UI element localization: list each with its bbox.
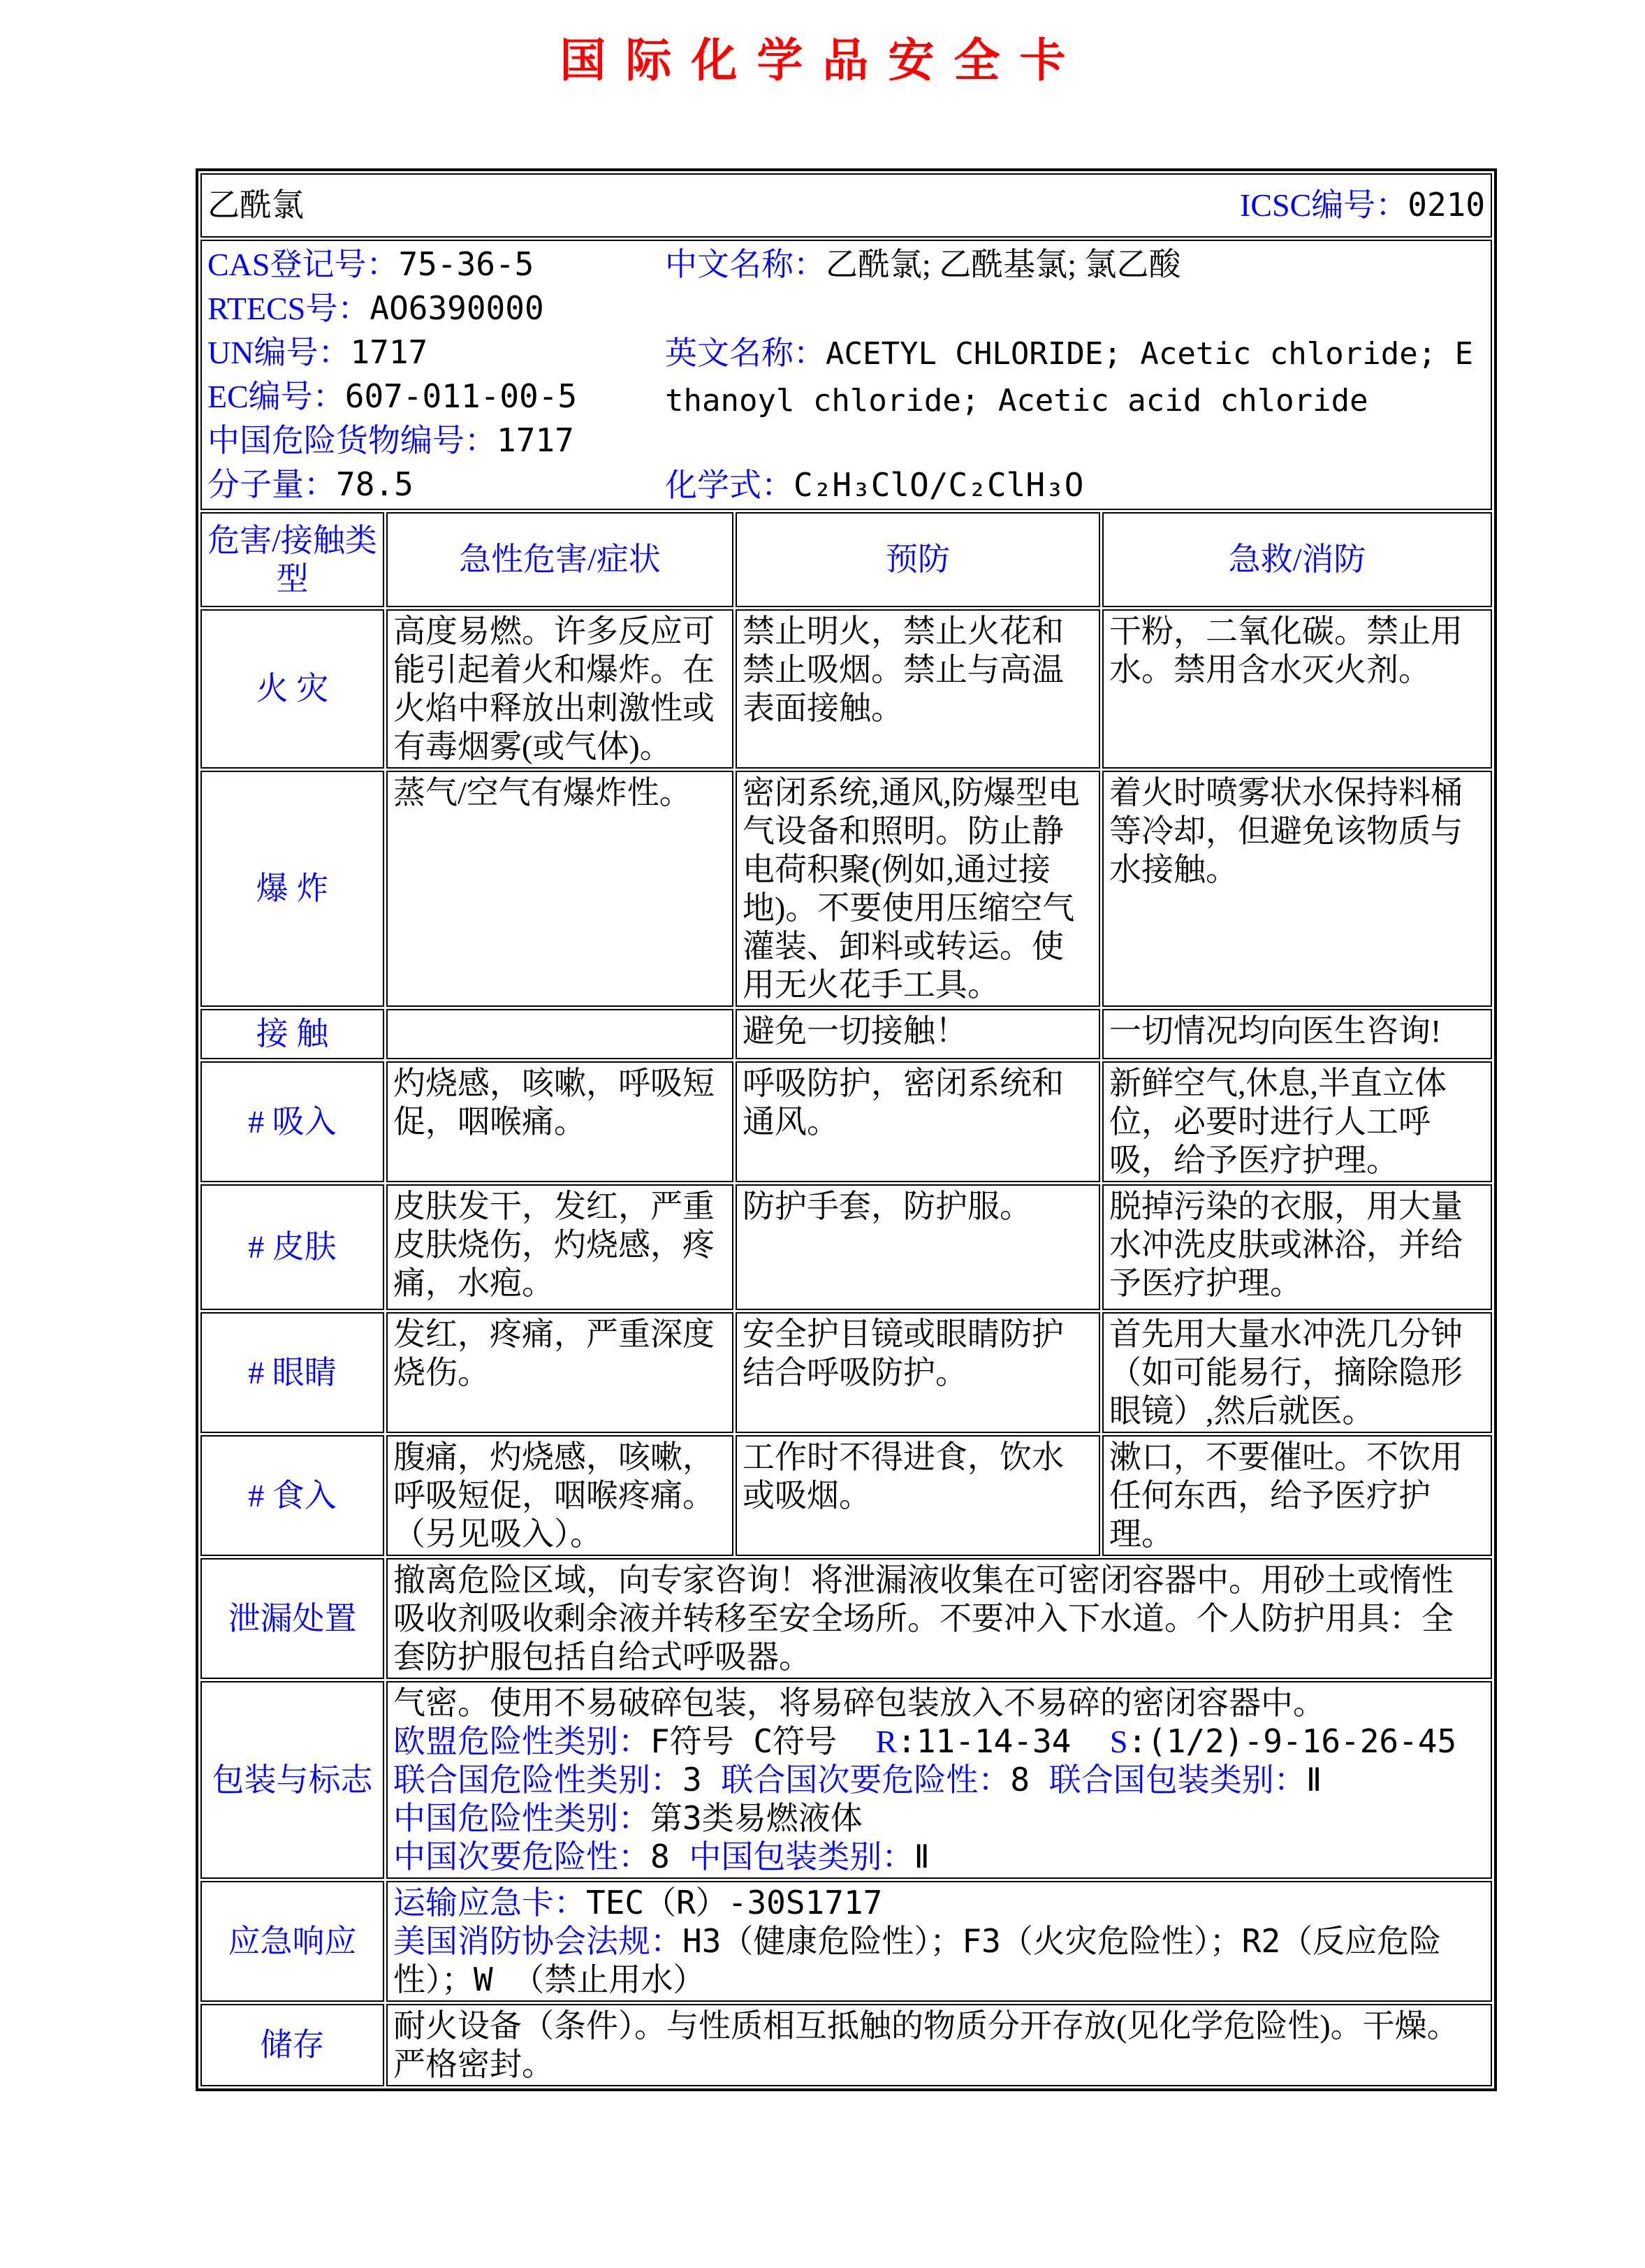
- text-segment: R: [875, 1723, 898, 1759]
- contact-prevention: 避免一切接触！: [736, 1009, 1100, 1059]
- text-segment: 联合国次要危险性：: [721, 1761, 1011, 1798]
- ec-number-line: EC编号：607-011-00-5: [207, 377, 578, 415]
- header-acute-symptoms: 急性危害/症状: [386, 512, 733, 607]
- text-segment: 联合国包装类别：: [1048, 1761, 1306, 1798]
- substance-names: [665, 242, 1485, 507]
- text-segment: Ⅱ: [914, 1837, 930, 1875]
- ingestion-prevention: 工作时不得进食，饮水或吸烟。: [736, 1435, 1100, 1556]
- packaging-labelling-content: [386, 1681, 1492, 1879]
- icsc-number-label: ICSC编号：: [1240, 187, 1408, 224]
- packaging-line-un-class: [393, 1761, 1485, 1799]
- text-segment: H3（健康危险性）；F3（火灾危险性）；R2（反应危险性）；W （禁止用水）: [393, 1921, 1442, 1998]
- packaging-line-airtight: [393, 1684, 1485, 1722]
- text-segment: 中国危险性类别：: [393, 1800, 650, 1836]
- china-dg-number-line: 中国危险货物编号：1717: [207, 421, 574, 459]
- text-segment: 中国包装类别：: [689, 1838, 914, 1875]
- explosion-aid: 着火时喷雾状水保持料桶等冷却，但避免该物质与水接触。: [1102, 771, 1492, 1007]
- packaging-labelling-label: 包装与标志: [200, 1681, 384, 1879]
- text-segment: F符号 C符号: [650, 1722, 876, 1760]
- header-hazard-type: 危害/接触类型: [200, 512, 384, 607]
- substance-header-cell: [200, 173, 1492, 238]
- explosion-label: 爆 炸: [200, 771, 384, 1007]
- ingestion-symptoms: 腹痛，灼烧感，咳嗽，呼吸短促，咽喉疼痛。（另见吸入）。: [386, 1435, 733, 1556]
- hazard-table-header-row: [200, 512, 1492, 607]
- fire-symptoms: 高度易燃。许多反应可能引起着火和爆炸。在火焰中释放出刺激性或有毒烟雾(或气体)。: [386, 609, 733, 769]
- spill-disposal-text: 撤离危险区域，向专家咨询！将泄漏液收集在可密闭容器中。用砂土或惰性吸收剂吸收剩余液并转移至安全场所。不要冲入下水道。个人防护用具：全套防护服包括自给式呼吸器。: [386, 1558, 1492, 1679]
- inhalation-symptoms: 灼烧感，咳嗽，呼吸短促，咽喉痛。: [386, 1061, 733, 1182]
- text-segment: 联合国危险性类别：: [393, 1761, 682, 1798]
- contact-row: [200, 1009, 1492, 1059]
- explosion-prevention: 密闭系统,通风,防爆型电气设备和照明。防止静电荷积聚(例如,通过接地)。不要使用压缩空气灌装、卸料或转运。使用无火花手工具。: [736, 771, 1100, 1007]
- emergency-response-content: [386, 1881, 1492, 2002]
- skin-row: [200, 1184, 1492, 1310]
- storage-text: 耐火设备（条件）。与性质相互抵触的物质分开存放(见化学危险性)。干燥。严格密封。: [386, 2004, 1492, 2086]
- inhalation-label: # 吸入: [200, 1061, 384, 1182]
- emergency-line-nfpa: [393, 1922, 1485, 1999]
- text-segment: 中国次要危险性：: [393, 1838, 650, 1875]
- spill-disposal-label: 泄漏处置: [200, 1558, 384, 1679]
- skin-label: # 皮肤: [200, 1184, 384, 1310]
- inhalation-row: [200, 1061, 1492, 1182]
- text-segment: Ⅱ: [1306, 1760, 1322, 1798]
- text-segment: 气密。使用不易破碎包装，将易碎包装放入不易碎的密闭容器中。: [393, 1683, 1325, 1722]
- packaging-line-china-subclass: [393, 1838, 1485, 1876]
- packaging-labelling-row: [200, 1681, 1492, 1879]
- text-segment: 第3类易燃液体: [650, 1798, 863, 1837]
- ingestion-aid: 漱口，不要催吐。不饮用任何东西，给予医疗护理。: [1102, 1435, 1492, 1556]
- contact-label: 接 触: [200, 1009, 384, 1059]
- cas-number-line: CAS登记号：75-36-5: [207, 245, 534, 283]
- explosion-row: [200, 771, 1492, 1007]
- text-segment: 8: [1010, 1760, 1049, 1798]
- text-segment: :(1/2)-9-16-26-45: [1127, 1722, 1457, 1760]
- fire-prevention: 禁止明火，禁止火花和禁止吸烟。禁止与高温表面接触。: [736, 609, 1100, 769]
- inhalation-aid: 新鲜空气,休息,半直立体位，必要时进行人工呼吸，给予医疗护理。: [1102, 1061, 1492, 1182]
- text-segment: 运输应急卡：: [393, 1884, 586, 1921]
- registry-numbers: [207, 242, 665, 507]
- ingestion-label: # 食入: [200, 1435, 384, 1556]
- text-segment: 8: [650, 1837, 689, 1875]
- icsc-card-table: [196, 168, 1497, 2091]
- english-name-line: 英文名称：ACETYL CHLORIDE; Acetic chloride; Ethanoyl chloride; Acetic acid chloride: [665, 335, 1474, 419]
- eyes-prevention: 安全护目镜或眼睛防护结合呼吸防护。: [736, 1312, 1100, 1433]
- text-segment: 3: [682, 1760, 722, 1798]
- skin-symptoms: 皮肤发干，发红，严重皮肤烧伤，灼烧感，疼痛，水疱。: [386, 1184, 733, 1310]
- text-segment: S: [1109, 1723, 1128, 1759]
- fire-aid: 干粉，二氧化碳。禁止用水。禁用含水灭火剂。: [1102, 609, 1492, 769]
- header-firstaid-firefighting: 急救/消防: [1102, 512, 1492, 607]
- header-prevention: 预防: [736, 512, 1100, 607]
- explosion-symptoms: 蒸气/空气有爆炸性。: [386, 771, 733, 1007]
- chinese-name-line: 中文名称：乙酰氯; 乙酰基氯; 氯乙酸: [665, 246, 1181, 282]
- contact-symptoms: [386, 1009, 733, 1059]
- skin-aid: 脱掉污染的衣服，用大量水冲洗皮肤或淋浴，并给予医疗护理。: [1102, 1184, 1492, 1310]
- identification-cell: [200, 240, 1492, 510]
- packaging-line-china-class: [393, 1799, 1485, 1838]
- text-segment: TEC（R）-30S1717: [586, 1883, 883, 1921]
- text-segment: :11-14-34: [897, 1722, 1110, 1760]
- eyes-symptoms: 发红，疼痛，严重深度烧伤。: [386, 1312, 733, 1433]
- fire-label: 火 灾: [200, 609, 384, 769]
- substance-name: 乙酰氯: [207, 187, 304, 224]
- text-segment: 欧盟危险性类别：: [393, 1723, 650, 1759]
- packaging-line-eu-class: [393, 1722, 1485, 1761]
- eyes-label: # 眼睛: [200, 1312, 384, 1433]
- text-segment: 美国消防协会法规：: [393, 1923, 682, 1959]
- storage-row: [200, 2004, 1492, 2086]
- eyes-row: [200, 1312, 1492, 1433]
- molecular-weight-line: 分子量：78.5: [207, 465, 414, 503]
- emergency-response-row: [200, 1881, 1492, 2002]
- contact-aid: 一切情况均向医生咨询!: [1102, 1009, 1492, 1059]
- emergency-line-tec: [393, 1884, 1485, 1922]
- spill-disposal-row: [200, 1558, 1492, 1679]
- fire-row: [200, 609, 1492, 769]
- identification-row: [200, 240, 1492, 510]
- page-title: 国际化学品安全卡: [560, 33, 1085, 87]
- icsc-number-value: 0210: [1408, 186, 1486, 224]
- emergency-response-label: 应急响应: [200, 1881, 384, 2002]
- chemical-formula-line: 化学式：C₂H₃ClO/C₂ClH₃O: [665, 465, 1084, 504]
- eyes-aid: 首先用大量水冲洗几分钟（如可能易行，摘除隐形眼镜）,然后就医。: [1102, 1312, 1492, 1433]
- rtecs-number-line: RTECS号：AO6390000: [207, 289, 544, 327]
- inhalation-prevention: 呼吸防护，密闭系统和通风。: [736, 1061, 1100, 1182]
- storage-label: 储存: [200, 2004, 384, 2086]
- un-number-line: UN编号：1717: [207, 333, 428, 371]
- icsc-number-group: [1240, 186, 1485, 224]
- substance-header-row: [200, 173, 1492, 238]
- ingestion-row: [200, 1435, 1492, 1556]
- skin-prevention: 防护手套，防护服。: [736, 1184, 1100, 1310]
